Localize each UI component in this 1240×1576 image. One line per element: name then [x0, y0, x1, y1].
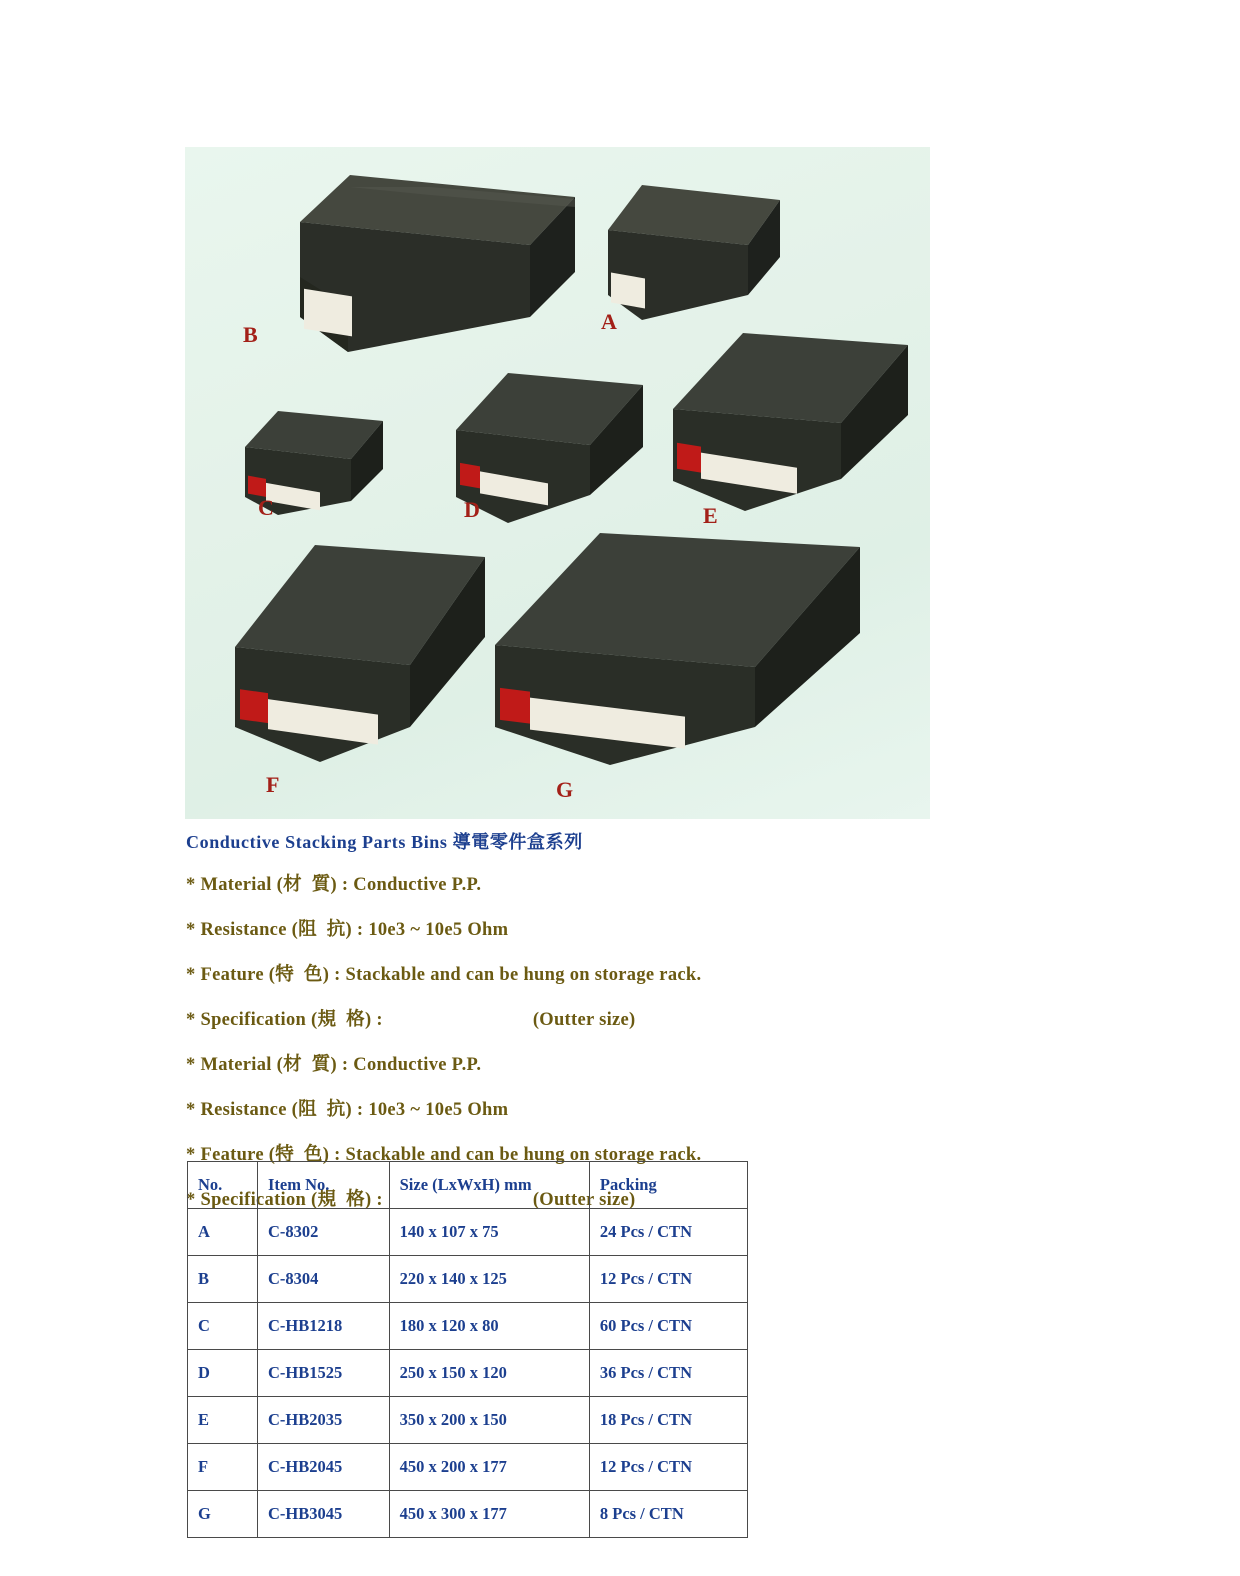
bin-letter-d: D	[464, 497, 481, 522]
cell-size: 220 x 140 x 125	[389, 1256, 589, 1303]
cell-item-no: C-HB1218	[257, 1303, 389, 1350]
column-header-no: No.	[188, 1162, 258, 1209]
cell-no: G	[188, 1491, 258, 1538]
cell-item-no: C-HB1525	[257, 1350, 389, 1397]
column-header-item-no: Item No.	[257, 1162, 389, 1209]
cell-no: F	[188, 1444, 258, 1491]
cell-size: 140 x 107 x 75	[389, 1209, 589, 1256]
cell-no: C	[188, 1303, 258, 1350]
bin-image-b	[230, 167, 590, 367]
spec-line-material-2	[186, 1050, 986, 1076]
product-photo	[185, 147, 930, 819]
spec-text: * Material (材 質) : Conductive P.P.	[186, 1055, 482, 1075]
bin-letter-b: B	[243, 322, 259, 347]
spec-line-feature-1	[186, 960, 986, 986]
spec-text: * Resistance (阻 抗) : 10e3 ~ 10e5 Ohm	[186, 920, 509, 940]
spec-line-resistance-1	[186, 915, 986, 941]
outter-size-note: (Outter size)	[532, 1190, 636, 1210]
bin-image-e	[653, 319, 923, 529]
table-row	[188, 1444, 748, 1491]
table-row	[188, 1303, 748, 1350]
cell-packing: 36 Pcs / CTN	[589, 1350, 747, 1397]
cell-item-no: C-HB3045	[257, 1491, 389, 1538]
outter-size-note: (Outter size)	[532, 1010, 636, 1030]
cell-size: 250 x 150 x 120	[389, 1350, 589, 1397]
spec-line-specification-1	[186, 1005, 986, 1031]
cell-size: 350 x 200 x 150	[389, 1397, 589, 1444]
spec-text: * Feature (特 色) : Stackable and can be hung on storage rack.	[186, 1145, 702, 1165]
cell-packing: 18 Pcs / CTN	[589, 1397, 747, 1444]
cell-no: E	[188, 1397, 258, 1444]
cell-size: 450 x 300 x 177	[389, 1491, 589, 1538]
spec-text: * Specification (規 格) :	[186, 1190, 383, 1210]
cell-size: 180 x 120 x 80	[389, 1303, 589, 1350]
spec-text: * Material (材 質) : Conductive P.P.	[186, 875, 482, 895]
table-row	[188, 1350, 748, 1397]
table-row	[188, 1256, 748, 1303]
cell-no: A	[188, 1209, 258, 1256]
bin-letter-a: A	[601, 309, 618, 334]
cell-item-no: C-8302	[257, 1209, 389, 1256]
bin-letter-c: C	[258, 495, 275, 520]
cell-packing: 60 Pcs / CTN	[589, 1303, 747, 1350]
spec-text: * Resistance (阻 抗) : 10e3 ~ 10e5 Ohm	[186, 1100, 509, 1120]
column-header-packing: Packing	[589, 1162, 747, 1209]
spec-line-material-1	[186, 870, 986, 896]
cell-packing: 24 Pcs / CTN	[589, 1209, 747, 1256]
cell-packing: 12 Pcs / CTN	[589, 1256, 747, 1303]
spec-text: * Specification (規 格) :	[186, 1010, 383, 1030]
spec-text: * Feature (特 色) : Stackable and can be hung on storage rack.	[186, 965, 702, 985]
page-title: Conductive Stacking Parts Bins 導電零件盒系列	[186, 832, 583, 852]
bin-letter-f: F	[266, 772, 281, 797]
cell-item-no: C-HB2035	[257, 1397, 389, 1444]
cell-item-no: C-HB2045	[257, 1444, 389, 1491]
bin-letter-e: E	[703, 503, 719, 528]
bin-letter-g: G	[556, 777, 575, 802]
table-row	[188, 1491, 748, 1538]
bin-image-f	[210, 527, 500, 777]
cell-packing: 12 Pcs / CTN	[589, 1444, 747, 1491]
table-header-row	[188, 1162, 748, 1209]
cell-item-no: C-8304	[257, 1256, 389, 1303]
cell-size: 450 x 200 x 177	[389, 1444, 589, 1491]
table-row	[188, 1397, 748, 1444]
bin-image-g	[460, 515, 880, 785]
cell-no: D	[188, 1350, 258, 1397]
spec-line-resistance-2	[186, 1095, 986, 1121]
cell-packing: 8 Pcs / CTN	[589, 1491, 747, 1538]
cell-no: B	[188, 1256, 258, 1303]
column-header-size: Size (LxWxH) mm	[389, 1162, 589, 1209]
specification-table	[187, 1161, 748, 1538]
table-row	[188, 1209, 748, 1256]
